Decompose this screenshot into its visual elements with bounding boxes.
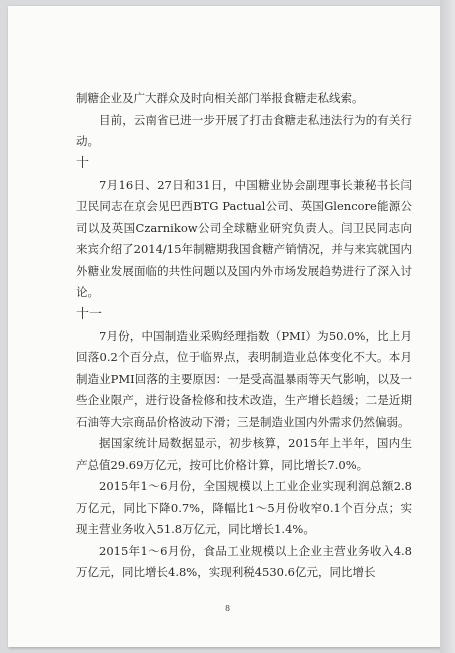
paragraph: 7月16日、27日和31日，中国糖业协会副理事长兼秘书长闫卫民同志在京会见巴西BTG Pactual公司、英国Glencore能源公司以及英国Czarnikow公司全球糖业研究负责人。闫卫民同志向来宾介绍了2014/15年制糖期我国食糖产销情况，并与来宾就国内外糖业发展面临的共性问题以及国内外市场发展趋势进行了深入讨论。: [76, 177, 412, 299]
section-heading: 十一: [76, 306, 103, 322]
paragraph: 7月份，中国制造业采购经理指数（PMI）为50.0%，比上月回落0.2个百分点，位于临界点，表明制造业总体变化不大。本月制造业PMI回落的主要原因：一是受高温暴雨等天气影响，以及一些企业限产，进行设备检修和技术改造，生产增长趋缓；二是近期石油等大宗商品价格波动下滑；三是制造业国内外需求仍然偏弱。: [76, 328, 412, 429]
section-heading: 十: [76, 155, 90, 171]
paragraph: 制糖企业及广大群众及时向相关部门举报食糖走私线索。: [76, 91, 364, 105]
page-edge: [440, 0, 455, 653]
paragraph: 据国家统计局数据显示，初步核算，2015年上半年，国内生产总值29.69万亿元，按可比价格计算，同比增长7.0%。: [76, 436, 412, 472]
page-number: 8: [224, 604, 231, 613]
paragraph: 2015年1～6月份，食品工业规模以上企业主营业务收入4.8万亿元，同比增长4.8%，实现利税4530.6亿元，同比增长: [76, 543, 412, 579]
paragraph: 目前，云南省已进一步开展了打击食糖走私违法行为的有关行动。: [76, 112, 412, 148]
paragraph: 2015年1～6月份，全国规模以上工业企业实现利润总额2.8万亿元，同比下降0.7%，降幅比1～5月份收窄0.1个百分点；实现主营业务收入51.8万亿元，同比增长1.4%。: [76, 479, 412, 536]
document-body: [76, 88, 412, 584]
